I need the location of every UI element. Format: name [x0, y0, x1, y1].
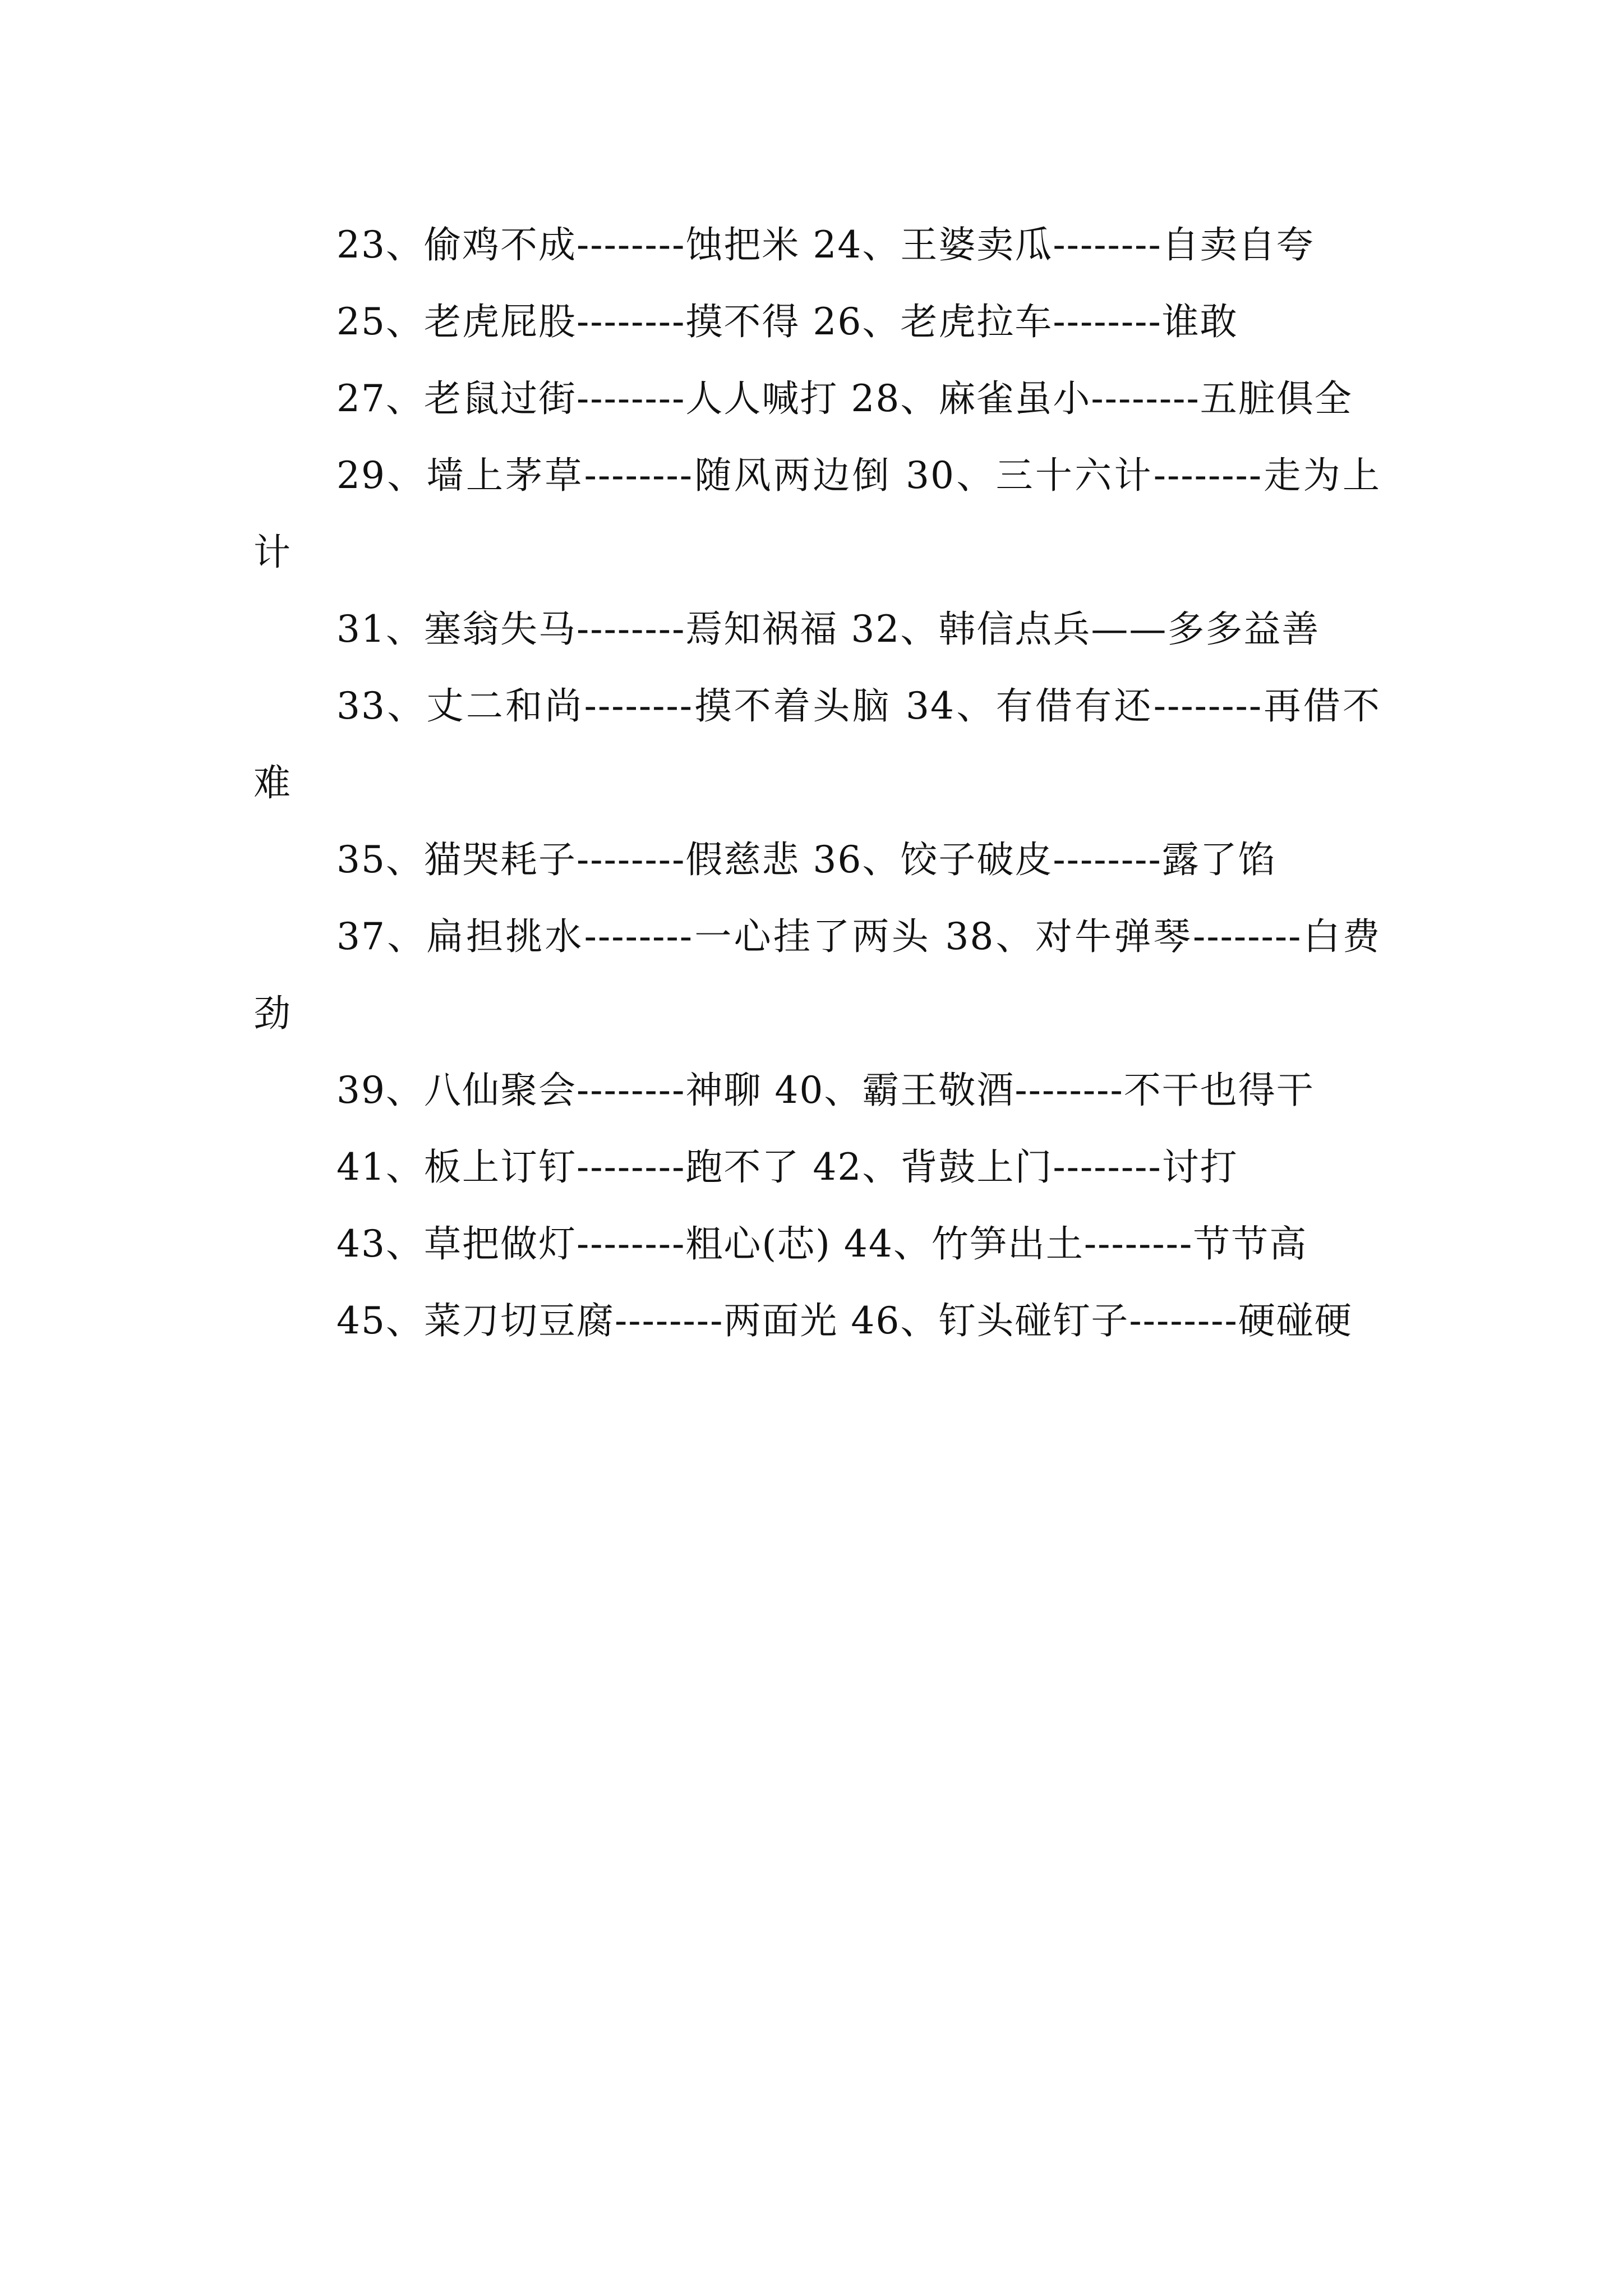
paragraph-43-44: 43、草把做灯--------粗心(芯) 44、竹笋出土--------节节高	[336, 1222, 1308, 1266]
paragraph-35-36: 35、猫哭耗子--------假慈悲 36、饺子破皮--------露了馅	[336, 838, 1276, 881]
paragraph-45-46: 45、菜刀切豆腐--------两面光 46、钉头碰钉子--------硬碰硬	[336, 1299, 1353, 1342]
paragraph-41-42: 41、板上订钉--------跑不了 42、背鼓上门--------讨打	[336, 1145, 1238, 1189]
paragraph-33-34: 33、丈二和尚--------摸不着头脑 34、有借有还--------再借不难	[253, 684, 1381, 804]
paragraph-39-40: 39、八仙聚会--------神聊 40、霸王敬酒--------不干也得干	[336, 1069, 1315, 1112]
paragraph-25-26: 25、老虎屁股--------摸不得 26、老虎拉车--------谁敢	[336, 300, 1238, 343]
paragraph-31-32: 31、塞翁失马--------焉知祸福 32、韩信点兵——多多益善	[336, 608, 1320, 651]
paragraph-27-28: 27、老鼠过街--------人人喊打 28、麻雀虽小--------五脏俱全	[336, 377, 1353, 420]
paragraph-37-38: 37、扁担挑水--------一心挂了两头 38、对牛弹琴--------白费劲	[253, 915, 1381, 1035]
paragraph-23-24: 23、偷鸡不成--------蚀把米 24、王婆卖瓜--------自卖自夸	[336, 223, 1315, 266]
paragraph-29-30: 29、墙上茅草--------随风两边倒 30、三十六计--------走为上计	[253, 454, 1381, 574]
document-body	[253, 206, 1381, 1359]
